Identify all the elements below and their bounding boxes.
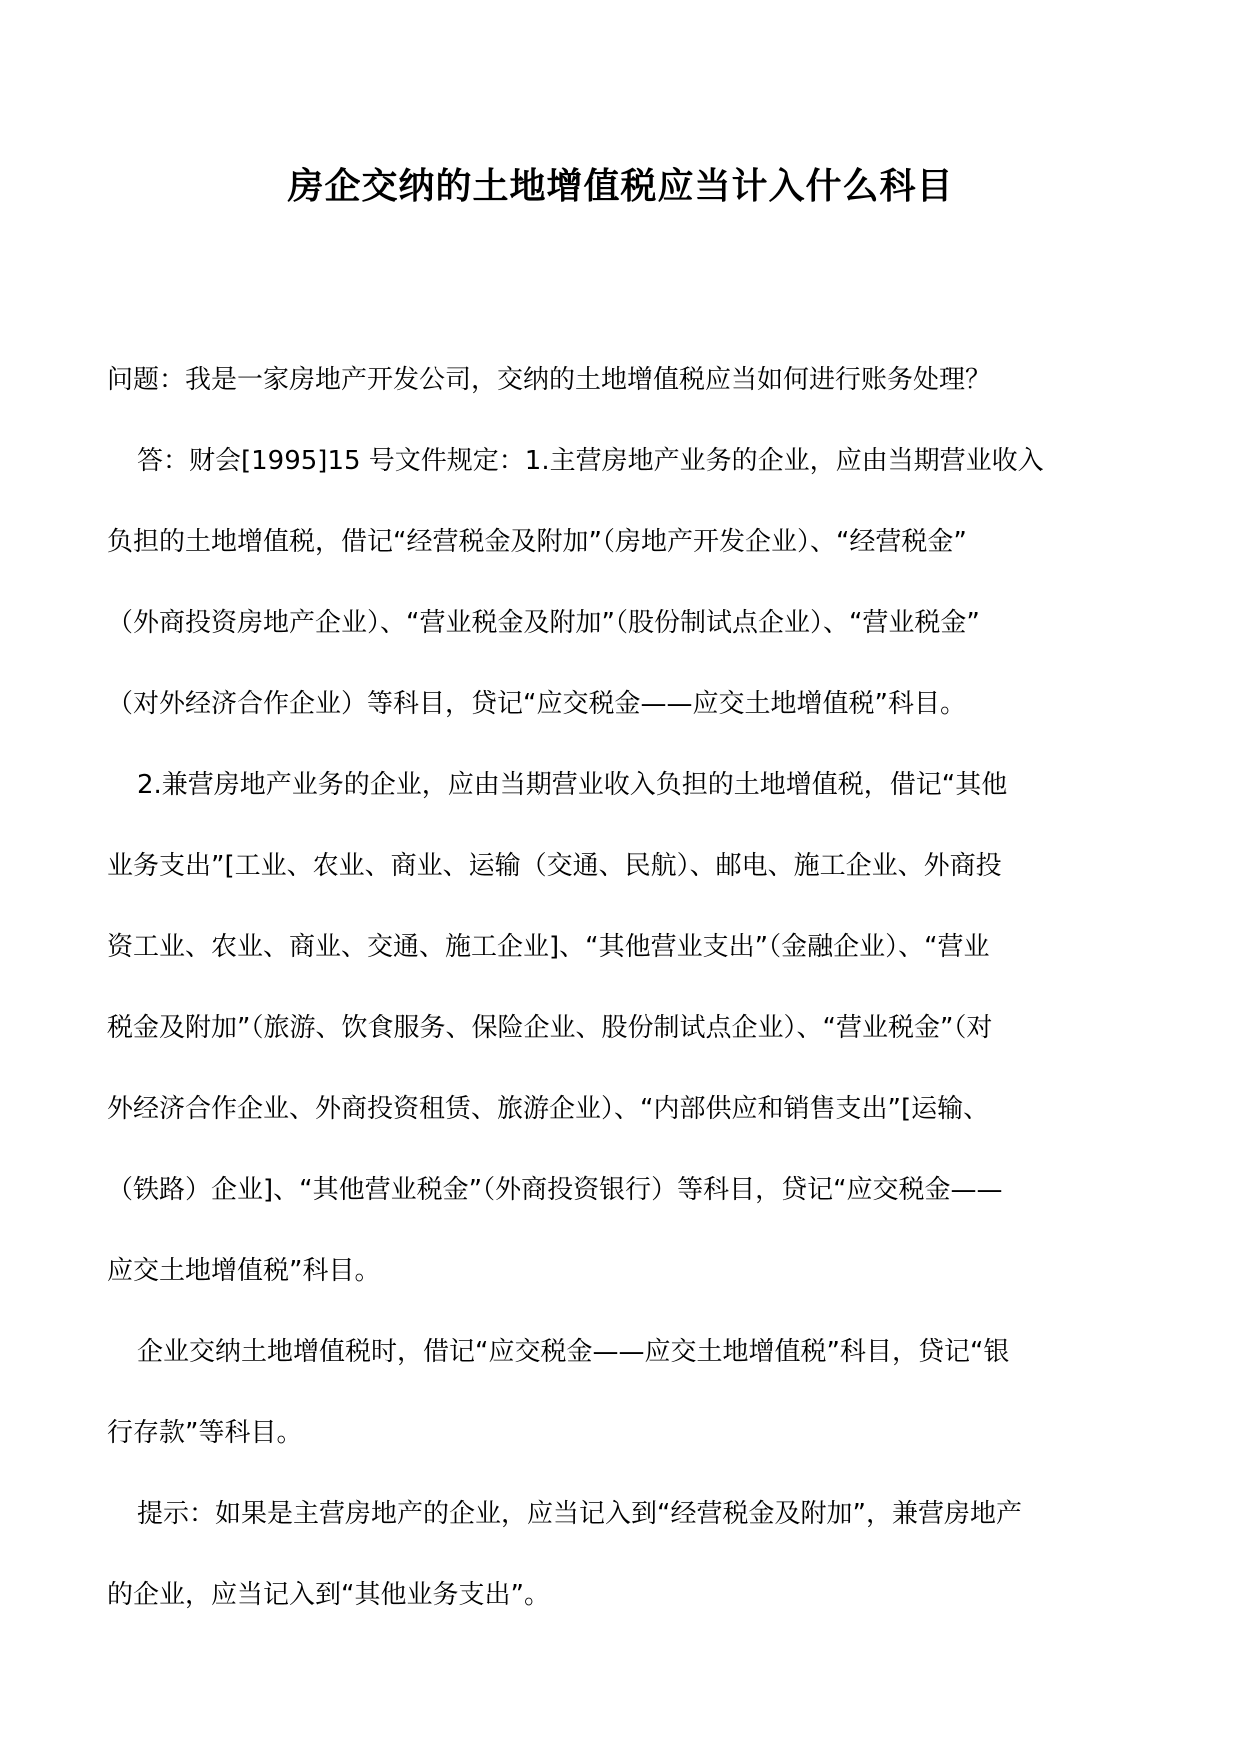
- question-line: 问题：我是一家房地产开发公司，交纳的土地增值税应当如何进行账务处理？: [107, 365, 992, 395]
- answer-line: 业务支出”[工业、农业、商业、运输（交通、民航）、邮电、施工企业、外商投: [107, 851, 1002, 881]
- answer-line: 应交土地增值税”科目。: [107, 1256, 381, 1286]
- document-title: 房企交纳的土地增值税应当计入什么科目: [287, 165, 954, 207]
- answer-line: 外经济合作企业、外商投资租赁、旅游企业）、“内部供应和销售支出”[运输、: [107, 1094, 990, 1124]
- tip-line: 提示：如果是主营房地产的企业，应当记入到“经营税金及附加”，兼营房地产: [137, 1499, 1022, 1529]
- answer-line: （铁路）企业]、“其他营业税金”（外商投资银行）等科目，贷记“应交税金——: [107, 1175, 1003, 1205]
- payment-line: 行存款”等科目。: [107, 1418, 303, 1448]
- answer-line: 负担的土地增值税，借记“经营税金及附加”（房地产开发企业）、“经营税金”: [107, 527, 967, 557]
- answer-line: 2.兼营房地产业务的企业，应由当期营业收入负担的土地增值税，借记“其他: [137, 770, 1008, 800]
- answer-line: 资工业、农业、商业、交通、施工企业]、“其他营业支出”（金融企业）、“营业: [107, 932, 990, 962]
- answer-line: （对外经济合作企业）等科目，贷记“应交税金——应交土地增值税”科目。: [107, 689, 966, 719]
- answer-line: 答：财会[1995]15 号文件规定：1.主营房地产业务的企业，应由当期营业收入: [137, 446, 1044, 476]
- document-body: [107, 340, 1137, 1636]
- payment-line: 企业交纳土地增值税时，借记“应交税金——应交土地增值税”科目，贷记“银: [137, 1337, 1010, 1367]
- tip-line: 的企业，应当记入到“其他业务支出”。: [107, 1580, 550, 1610]
- answer-line: （外商投资房地产企业）、“营业税金及附加”（股份制试点企业）、“营业税金”: [107, 608, 980, 638]
- answer-line: 税金及附加”（旅游、饮食服务、保险企业、股份制试点企业）、“营业税金”（对: [107, 1013, 993, 1043]
